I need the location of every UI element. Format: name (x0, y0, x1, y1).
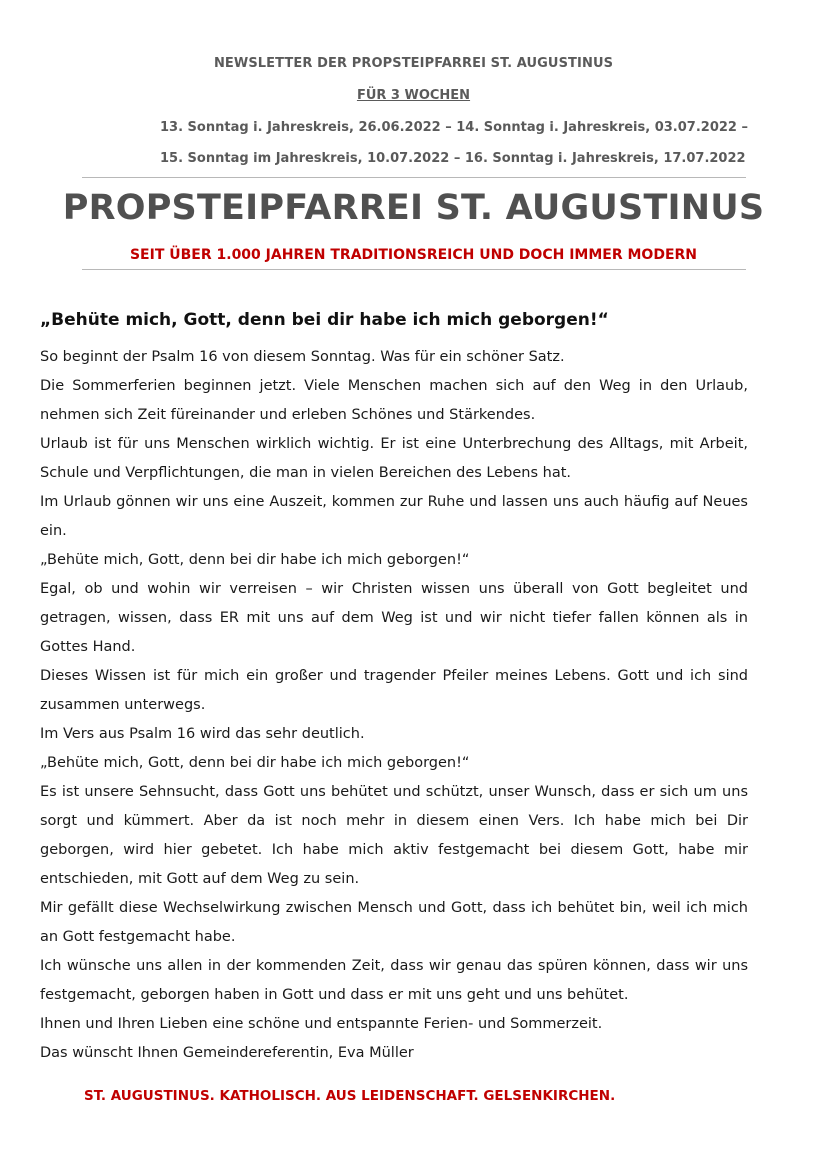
paragraph: Es ist unsere Sehnsucht, dass Gott uns behütet und schützt, unser Wunsch, dass er sich um uns sorgt und kümmert. Aber da ist noch mehr in diesem einen Vers. Ich habe mich bei Dir geborgen, wird hier gebetet. Ich habe mich aktiv festgemacht bei diesem Gott, habe mir entschieden, mit Gott auf dem Weg zu sein. (40, 784, 748, 887)
paragraph: Ihnen und Ihren Lieben eine schöne und entspannte Ferien- und Sommerzeit. (40, 1016, 603, 1032)
signature: Das wünscht Ihnen Gemeindereferentin, Eva Müller (40, 1045, 414, 1061)
paragraph: Die Sommerferien beginnen jetzt. Viele Menschen machen sich auf den Weg in den Urlaub, nehmen sich Zeit füreinander und erleben Schönes und Stärkendes. (40, 378, 748, 423)
newsletter-title: NEWSLETTER DER PROPSTEIPFARREI ST. AUGUSTINUS (213, 56, 614, 71)
paragraph: Dieses Wissen ist für mich ein großer und tragender Pfeiler meines Lebens. Gott und ich sind zusammen unterwegs. (40, 668, 748, 713)
page-title: PROPSTEIPFARREI ST. AUGUSTINUS (62, 188, 765, 228)
tagline: SEIT ÜBER 1.000 JAHREN TRADITIONSREICH UND DOCH IMMER MODERN (129, 247, 698, 263)
paragraph: Ich wünsche uns allen in der kommenden Zeit, dass wir genau das spüren können, dass wir uns festgemacht, geborgen haben in Gott und dass er mit uns geht und uns behütet. (40, 958, 748, 1003)
paragraph: Im Urlaub gönnen wir uns eine Auszeit, kommen zur Ruhe und lassen uns auch häufig auf Neues ein. (40, 494, 748, 539)
article-heading: „Behüte mich, Gott, denn bei dir habe ich mich geborgen!“ (40, 310, 609, 330)
paragraph: Mir gefällt diese Wechselwirkung zwischen Mensch und Gott, dass ich behütet bin, weil ich mich an Gott festgemacht habe. (40, 900, 748, 945)
article-body (40, 343, 748, 1068)
divider-top (82, 177, 746, 178)
dates-line-1: 13. Sonntag i. Jahreskreis, 26.06.2022 – 14. Sonntag i. Jahreskreis, 03.07.2022 – (160, 120, 748, 135)
paragraph: „Behüte mich, Gott, denn bei dir habe ich mich geborgen!“ (40, 552, 470, 568)
newsletter-subtitle: FÜR 3 WOCHEN (356, 88, 471, 103)
paragraph: So beginnt der Psalm 16 von diesem Sonntag. Was für ein schöner Satz. (40, 349, 565, 365)
dates-line-2: 15. Sonntag im Jahreskreis, 10.07.2022 – 16. Sonntag i. Jahreskreis, 17.07.2022 (160, 151, 746, 166)
paragraph: Egal, ob und wohin wir verreisen – wir Christen wissen uns überall von Gott begleitet und getragen, wissen, dass ER mit uns auf dem Weg ist und wir nicht tiefer fallen können als in Gottes Hand. (40, 581, 748, 655)
paragraph: Im Vers aus Psalm 16 wird das sehr deutlich. (40, 726, 365, 742)
divider-bottom (82, 269, 746, 270)
footer-slogan: ST. AUGUSTINUS. KATHOLISCH. AUS LEIDENSCHAFT. GELSENKIRCHEN. (84, 1088, 616, 1104)
paragraph: „Behüte mich, Gott, denn bei dir habe ich mich geborgen!“ (40, 755, 470, 771)
paragraph: Urlaub ist für uns Menschen wirklich wichtig. Er ist eine Unterbrechung des Alltags, mit Arbeit, Schule und Verpflichtungen, die man in vielen Bereichen des Lebens hat. (40, 436, 748, 481)
